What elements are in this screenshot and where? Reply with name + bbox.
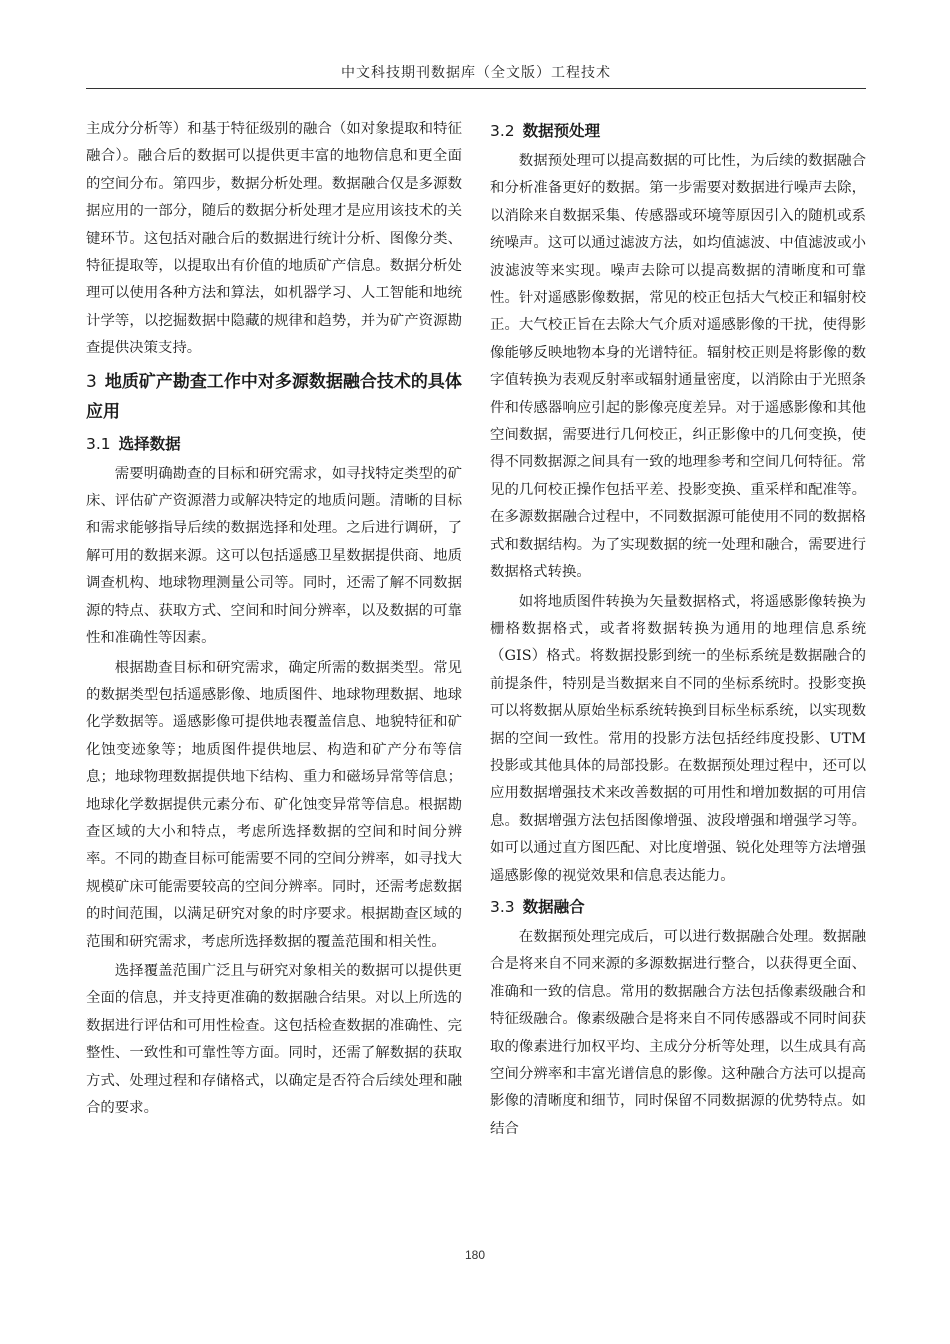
subsection-title: 选择数据 xyxy=(118,434,181,453)
right-column xyxy=(490,116,866,1145)
running-header: 中文科技期刊数据库（全文版）工程技术 xyxy=(341,65,611,81)
page-number: 180 xyxy=(464,1248,486,1262)
subsection-heading xyxy=(490,892,866,922)
paragraph: 主成分分析等）和基于特征级别的融合（如对象提取和特征融合）。融合后的数据可以提供更丰富的地物信息和更全面的空间分布。第四步，数据分析处理。数据融合仅是多源数据应用的一部分，随后的数据分析处理才是应用该技术的关键环节。这包括对融合后的数据进行统计分析、图像分类、特征提取等，以提取出有价值的地质矿产信息。数据分析处理可以使用各种方法和算法，如机器学习、人工智能和地统计学等，以挖掘数据中隐藏的规律和趋势，并为矿产资源勘查提供决策支持。 xyxy=(86,121,462,357)
paragraph: 在数据预处理完成后，可以进行数据融合处理。数据融合是将来自不同来源的多源数据进行整合，以获得更全面、准确和一致的信息。常用的数据融合方法包括像素级融合和特征级融合。像素级融合是将来自不同传感器或不同时间获取的像素进行加权平均、主成分分析等处理，以生成具有高空间分辨率和丰富光谱信息的影像。这种融合方法可以提高影像的清晰度和细节，同时保留不同数据源的优势特点。如结合 xyxy=(490,928,866,1137)
paragraph: 数据预处理可以提高数据的可比性，为后续的数据融合和分析准备更好的数据。第一步需要对数据进行噪声去除，以消除来自数据采集、传感器或环境等原因引入的随机或系统噪声。这可以通过滤波方法，如均值滤波、中值滤波或小波滤波等来实现。噪声去除可以提高数据的清晰度和可靠性。针对遥感影像数据，常见的校正包括大气校正和辐射校正。大气校正旨在去除大气介质对遥感影像的干扰，使得影像能够反映地物本身的光谱特征。辐射校正则是将影像的数字值转换为表观反射率或辐射通量密度，以消除由于光照条件和传感器响应引起的影像亮度差异。对于遥感影像和其他空间数据，需要进行几何校正，纠正影像中的几何变换，使得不同数据源之间具有一致的地理参考和空间几何特征。常见的几何校正操作包括平差、投影变换、重采样和配准等。在多源数据融合过程中，不同数据源可能使用不同的数据格式和数据结构。为了实现数据的统一处理和融合，需要进行数据格式转换。 xyxy=(490,153,866,581)
left-column xyxy=(86,116,462,1124)
paragraph: 如将地质图件转换为矢量数据格式，将遥感影像转换为栅格数据格式，或者将数据转换为通用的地理信息系统（GIS）格式。将数据投影到统一的坐标系统是数据融合的前提条件，特别是当数据来自不同的坐标系统时。投影变换可以将数据从原始坐标系统转换到目标坐标系统，以实现数据的空间一致性。常用的投影方法包括经纬度投影、UTM投影或其他具体的局部投影。在数据预处理过程中，还可以应用数据增强技术来改善数据的可用性和增加数据的可用信息。数据增强方法包括图像增强、波段增强和增强学习等。如可以通过直方图匹配、对比度增强、锐化处理等方法增强遥感影像的视觉效果和信息表达能力。 xyxy=(490,593,866,884)
section-heading xyxy=(86,367,462,427)
subsection-heading xyxy=(490,116,866,146)
paragraph: 选择覆盖范围广泛且与研究对象相关的数据可以提供更全面的信息，并支持更准确的数据融合结果。对以上所选的数据进行评估和可用性检查。这包括检查数据的准确性、完整性、一致性和可靠性等方面。同时，还需了解数据的获取方式、处理过程和存储格式，以确定是否符合后续处理和融合的要求。 xyxy=(86,962,462,1116)
subsection-number: 3.1 xyxy=(86,434,111,453)
section-number: 3 xyxy=(86,371,97,392)
paragraph: 需要明确勘查的目标和研究需求，如寻找特定类型的矿床、评估矿产资源潜力或解决特定的地质问题。清晰的目标和需求能够指导后续的数据选择和处理。之后进行调研，了解可用的数据来源。这可以包括遥感卫星数据提供商、地质调查机构、地球物理测量公司等。同时，还需了解不同数据源的特点、获取方式、空间和时间分辨率，以及数据的可靠性和准确性等因素。 xyxy=(86,465,462,647)
section-title: 地质矿产勘查工作中对多源数据融合技术的具体应用 xyxy=(86,371,462,422)
paragraph: 根据勘查目标和研究需求，确定所需的数据类型。常见的数据类型包括遥感影像、地质图件、地球物理数据、地球化学数据等。遥感影像可提供地表覆盖信息、地貌特征和矿化蚀变迹象等；地质图件提供地层、构造和矿产分布等信息；地球物理数据提供地下结构、重力和磁场异常等信息；地球化学数据提供元素分布、矿化蚀变异常等信息。根据勘查区域的大小和特点，考虑所选择数据的空间和时间分辨率。不同的勘查目标可能需要不同的空间分辨率，如寻找大规模矿床可能需要较高的空间分辨率。同时，还需考虑数据的时间范围，以满足研究对象的时序要求。根据勘查区域的范围和研究需求，考虑所选择数据的覆盖范围和相关性。 xyxy=(86,659,462,950)
subsection-title: 数据预处理 xyxy=(522,122,601,140)
subsection-number: 3.3 xyxy=(490,897,515,916)
header-rule xyxy=(86,88,866,89)
subsection-title: 数据融合 xyxy=(522,897,585,916)
subsection-number: 3.2 xyxy=(490,122,515,140)
subsection-heading xyxy=(86,429,462,459)
